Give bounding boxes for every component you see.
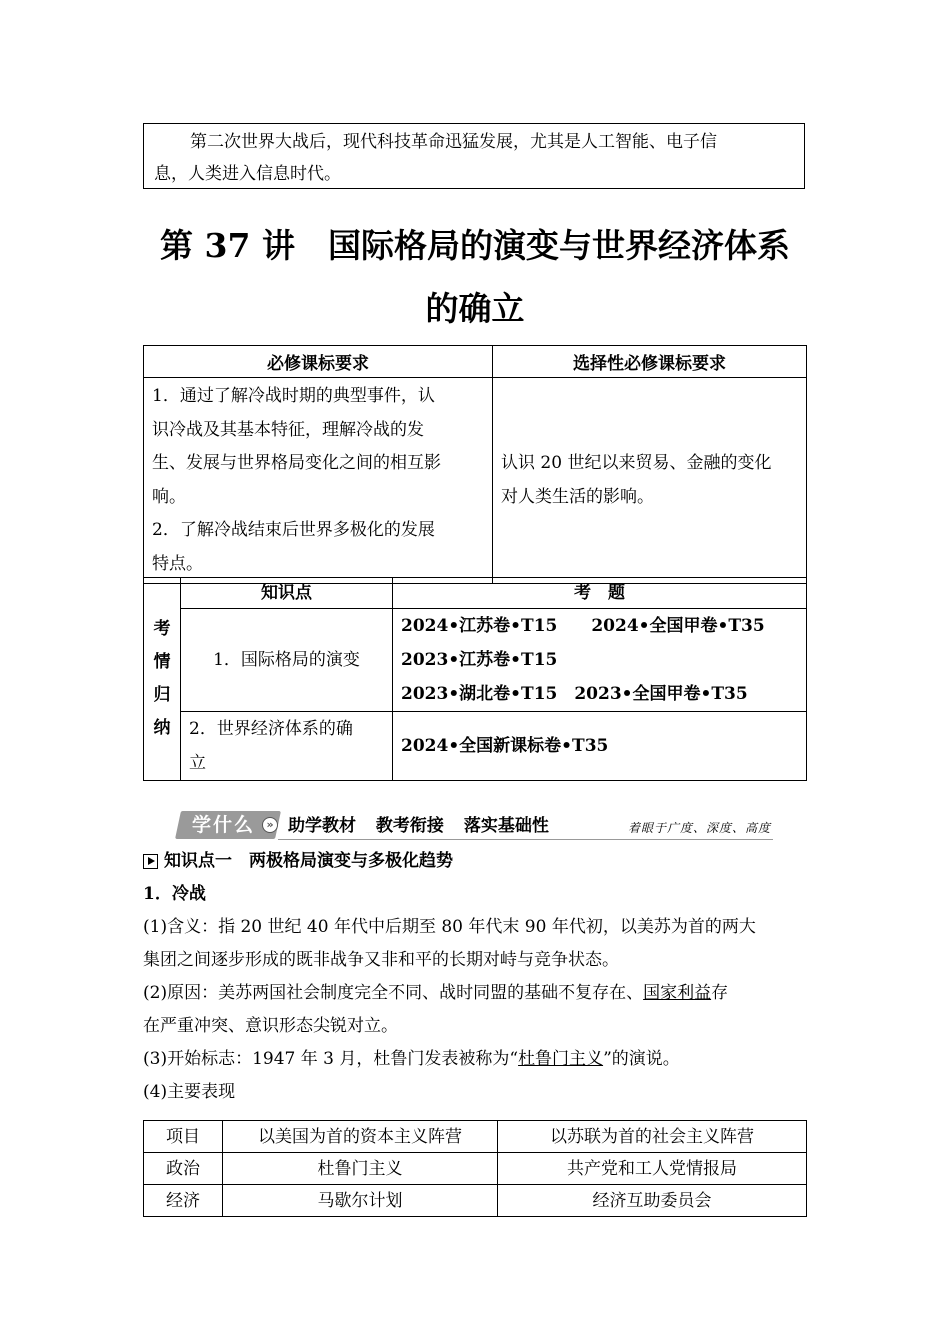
banner-title: 学什么 xyxy=(192,814,256,836)
table-cell: 杜鲁门主义 xyxy=(223,1153,498,1185)
side-char: 考 xyxy=(153,619,171,639)
elective-header: 选择性必修课标要求 xyxy=(493,346,807,378)
table-cell: 政治 xyxy=(144,1153,223,1185)
table-cell: 经济互助委员会 xyxy=(498,1185,807,1217)
exam-item: 2023•江苏卷•T15 xyxy=(401,650,558,670)
knowledge-point-heading xyxy=(143,845,807,878)
table-header-cell: 以苏联为首的社会主义阵营 xyxy=(498,1121,807,1153)
exam-summary-table xyxy=(143,577,807,781)
underlined-answer: 杜鲁门主义 xyxy=(518,1049,604,1069)
exam-header: 考 题 xyxy=(393,578,807,609)
compulsory-requirements xyxy=(144,378,493,584)
side-char: 归 xyxy=(153,685,171,705)
curriculum-standards-table xyxy=(143,345,807,584)
table-cell: 共产党和工人党情报局 xyxy=(498,1153,807,1185)
paragraph-line xyxy=(143,977,807,1010)
paragraph-line: 在严重冲突、意识形态尖锐对立。 xyxy=(143,1016,398,1036)
paragraph-line: (1)含义：指 20 世纪 40 年代中后期至 80 年代末 90 年代初，以美苏为首的两大 xyxy=(143,917,756,937)
exam-item: 2024•全国新课标卷•T35 xyxy=(401,736,609,756)
text-segment: (3)开始标志：1947 年 3 月，杜鲁门发表被称为“ xyxy=(143,1049,519,1069)
table-row xyxy=(144,1185,807,1217)
banner-sub-item: 落实基础性 xyxy=(463,816,549,836)
paragraph-definition xyxy=(143,911,807,977)
chevron-right-icon: » xyxy=(262,817,278,833)
knowledge-point-2 xyxy=(181,712,393,781)
paragraph-main-manifestations: (4)主要表现 xyxy=(143,1082,236,1102)
compulsory-line: 1．通过了解冷战时期的典型事件，认 xyxy=(152,386,435,406)
table-cell: 马歇尔计划 xyxy=(223,1185,498,1217)
paragraph-line: 集团之间逐步形成的既非战争又非和平的长期对峙与竞争状态。 xyxy=(143,950,619,970)
section-body xyxy=(143,845,807,1109)
exam-list-2 xyxy=(393,712,807,781)
table-header-cell: 项目 xyxy=(144,1121,223,1153)
lecture-title-line-1: 第 37 讲 国际格局的演变与世界经济体系 xyxy=(160,226,790,265)
side-char: 情 xyxy=(153,652,171,672)
exam-item: 2024•江苏卷•T15 2024•全国甲卷•T35 xyxy=(401,616,765,636)
compulsory-header: 必修课标要求 xyxy=(144,346,493,378)
table-cell: 经济 xyxy=(144,1185,223,1217)
elective-line: 对人类生活的影响。 xyxy=(501,486,654,507)
banner-slogan: 着眼于广度、深度、高度 xyxy=(627,821,771,835)
section-banner xyxy=(178,811,773,841)
intro-line-1: 第二次世界大战后，现代科技革命迅猛发展，尤其是人工智能、电子信 xyxy=(190,132,717,152)
knowledge-point-2-line: 2．世界经济体系的确 xyxy=(189,719,353,739)
side-char: 纳 xyxy=(153,718,171,738)
table-header-cell: 以美国为首的资本主义阵营 xyxy=(223,1121,498,1153)
intro-box xyxy=(143,123,805,189)
paragraph-start-sign xyxy=(143,1043,807,1076)
elective-requirements xyxy=(493,378,807,584)
knowledge-point-heading-text: 知识点一 两极格局演变与多极化趋势 xyxy=(164,851,453,871)
knowledge-point-1: 1．国际格局的演变 xyxy=(181,609,393,712)
banner-sub-item: 教考衔接 xyxy=(375,816,444,836)
play-triangle-icon xyxy=(143,854,158,869)
text-segment: ”的演说。 xyxy=(603,1049,680,1069)
intro-line-2: 息，人类进入信息时代。 xyxy=(154,164,341,184)
subheading-cold-war: 1．冷战 xyxy=(143,884,206,904)
compulsory-line: 2．了解冷战结束后世界多极化的发展 xyxy=(152,520,435,540)
banner-subtitle xyxy=(288,813,563,839)
text-segment: (2)原因：美苏两国社会制度完全不同、战时同盟的基础不复存在、 xyxy=(143,983,644,1003)
banner-divider xyxy=(278,839,773,840)
compulsory-line: 特点。 xyxy=(152,553,203,574)
exam-list-1 xyxy=(393,609,807,712)
knowledge-point-2-line: 立 xyxy=(189,753,206,773)
elective-line: 认识 20 世纪以来贸易、金融的变化 xyxy=(501,453,772,473)
exam-summary-label xyxy=(144,578,181,781)
knowledge-point-header: 知识点 xyxy=(181,578,393,609)
compulsory-line: 生、发展与世界格局变化之间的相互影 xyxy=(152,453,441,473)
table-row xyxy=(144,1153,807,1185)
compulsory-line: 识冷战及其基本特征，理解冷战的发 xyxy=(152,419,424,440)
paragraph-cause xyxy=(143,977,807,1043)
underlined-answer: 国家利益 xyxy=(643,983,712,1003)
banner-sub-item: 助学教材 xyxy=(288,816,356,836)
manifestations-table xyxy=(143,1120,807,1217)
exam-item: 2023•湖北卷•T15 2023•全国甲卷•T35 xyxy=(401,684,748,704)
text-segment: 存 xyxy=(711,983,729,1003)
compulsory-line: 响。 xyxy=(152,486,186,507)
lecture-title-line-2: 的确立 xyxy=(425,289,525,328)
